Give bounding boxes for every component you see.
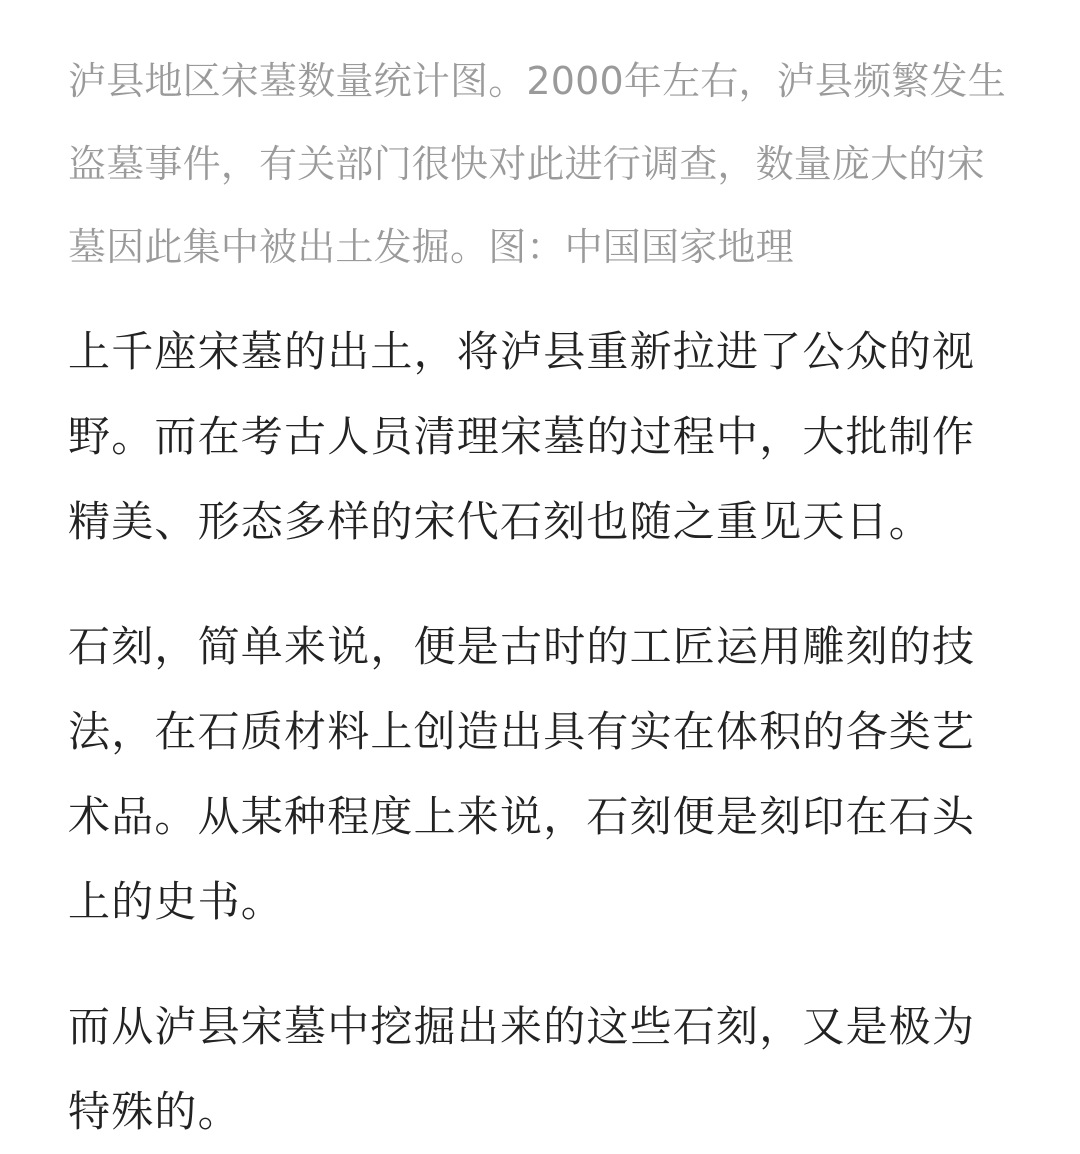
paragraph-2: 石刻，简单来说，便是古时的工匠运用雕刻的技法，在石质材料上创造出具有实在体积的各类艺术品。从某种程度上来说，石刻便是刻印在石头上的史书。: [68, 622, 976, 926]
image-caption: 泸县地区宋墓数量统计图。2000年左右，泸县频繁发生盗墓事件，有关部门很快对此进行调查，数量庞大的宋墓因此集中被出土发掘。图：中国国家地理: [68, 59, 1006, 269]
paragraph-3: 而从泸县宋墓中挖掘出来的这些石刻，又是极为特殊的。: [68, 1002, 976, 1136]
paragraph-1: 上千座宋墓的出土，将泸县重新拉进了公众的视野。而在考古人员清理宋墓的过程中，大批制作精美、形态多样的宋代石刻也随之重见天日。: [68, 327, 976, 546]
article-body: [68, 40, 1012, 1154]
